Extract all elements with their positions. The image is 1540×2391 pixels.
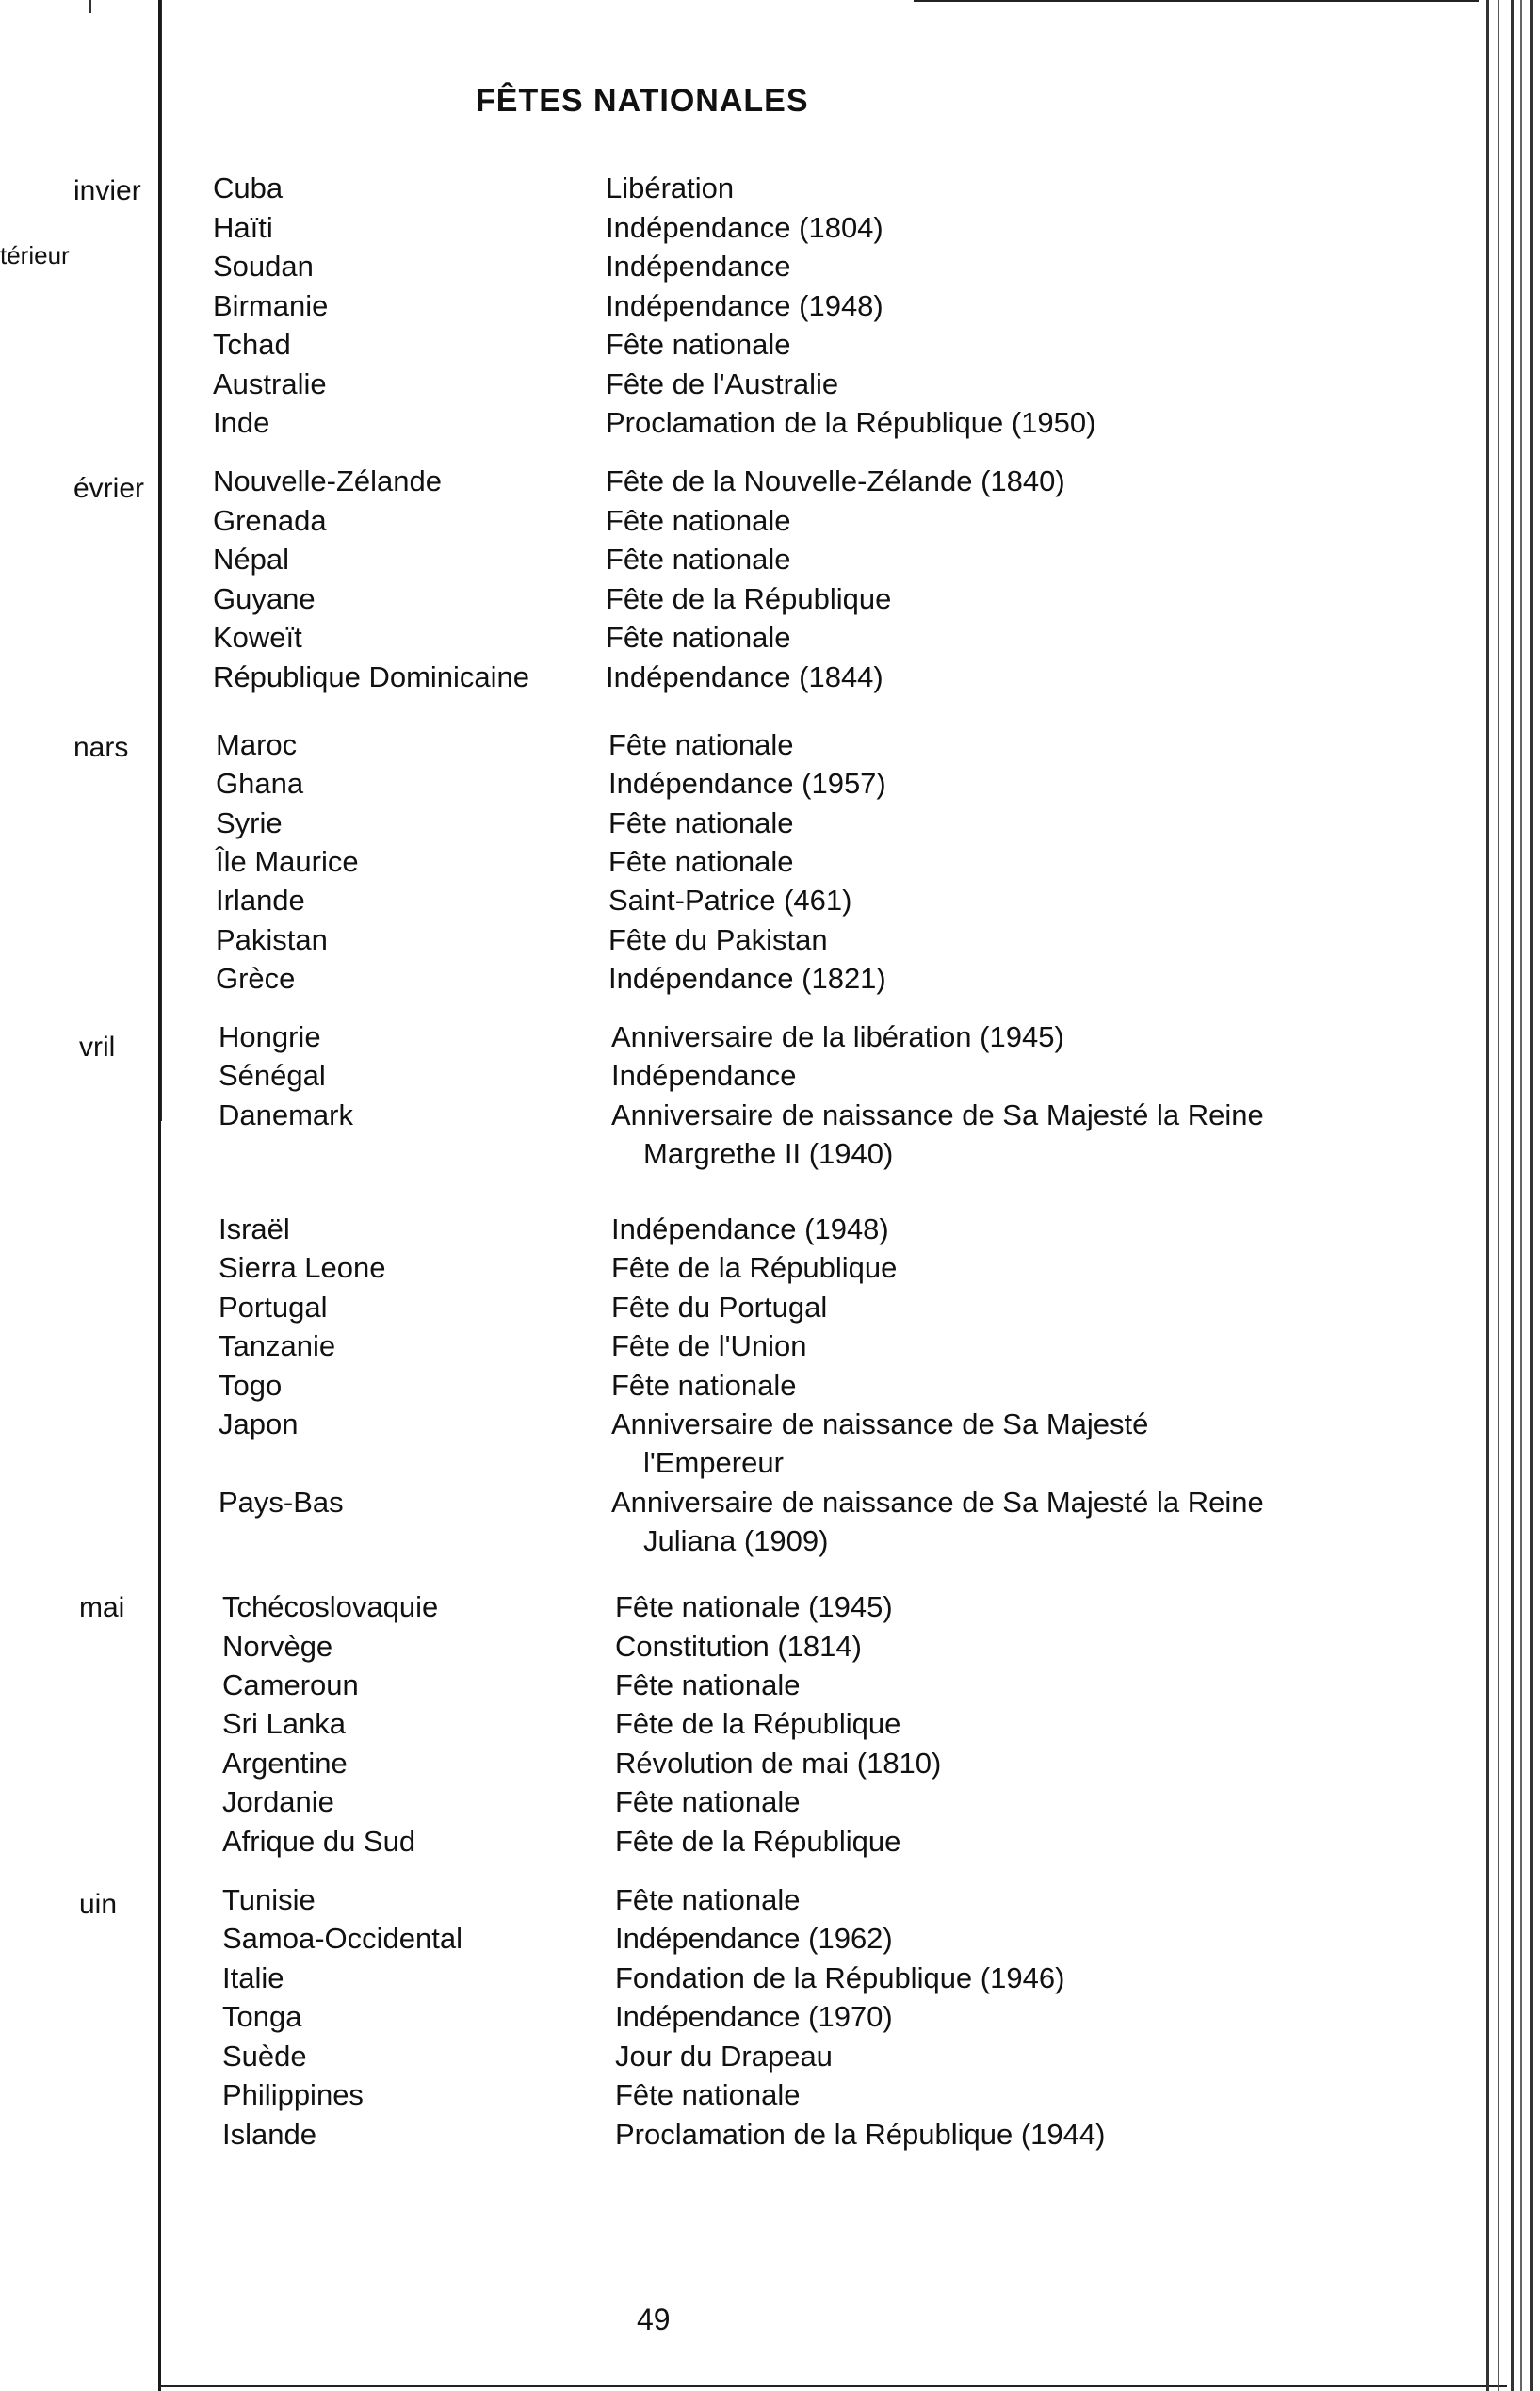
fete-description: Fête nationale [615,1668,801,1701]
country-name: Sri Lanka [222,1707,346,1740]
scan-mark [89,0,91,13]
fete-description: Fête nationale [615,1785,801,1818]
fete-description: Fête de la Nouvelle-Zélande (1840) [606,464,1065,497]
page-edge-shadow [1530,0,1533,2391]
fete-description: Proclamation de la République (1944) [615,2118,1106,2151]
page-number: 49 [637,2302,671,2336]
country-name: Maroc [216,728,298,761]
page-edge-shadow [1520,0,1522,2391]
fete-description: Fête du Pakistan [608,923,828,956]
fete-description: Constitution (1814) [615,1630,862,1663]
fete-description: Indépendance [611,1059,797,1092]
fete-description: Indépendance (1804) [606,211,883,244]
country-name: Tchad [213,328,291,361]
fete-description: Fête du Portugal [611,1291,828,1324]
fete-description: Fête nationale [606,504,791,537]
country-name: Guyane [213,582,316,615]
country-name: Grenada [213,504,327,537]
page-edge-shadow [1498,0,1499,2391]
country-name: Birmanie [213,289,329,322]
fete-description: Fête de l'Union [611,1329,807,1362]
fete-description: Libération [606,171,735,204]
fete-description: Proclamation de la République (1950) [606,406,1096,439]
country-name: République Dominicaine [213,660,530,693]
fete-description: Fête de la République [611,1251,898,1284]
fete-description: Fondation de la République (1946) [615,1961,1065,1994]
gutter-line [158,0,161,2391]
fete-description: Jour du Drapeau [615,2040,833,2073]
country-name: Togo [219,1369,283,1402]
fete-description: Fête nationale (1945) [615,1590,893,1623]
country-name: Nouvelle-Zélande [213,464,442,497]
country-name: Norvège [222,1630,333,1663]
fete-description: Indépendance (1948) [611,1212,889,1245]
country-name: Tonga [222,2000,302,2033]
country-name: Italie [222,1961,284,1994]
country-name: Australie [213,367,327,400]
fete-description: Fête nationale [606,543,791,576]
country-name: Tanzanie [219,1329,336,1362]
fete-description: Fête nationale [606,621,791,654]
country-name: Japon [219,1407,299,1440]
fete-description: Indépendance (1948) [606,289,883,322]
fete-description: Indépendance (1970) [615,2000,893,2033]
page-edge-shadow [1486,0,1489,2391]
country-name: Afrique du Sud [222,1825,416,1858]
fete-description: Indépendance (1821) [608,962,886,995]
country-name: Suède [222,2040,307,2073]
country-name: Israël [219,1212,290,1245]
fete-description: Fête nationale [611,1369,797,1402]
fete-description: Fête nationale [606,328,791,361]
page-edge-shadow [1511,0,1514,2391]
country-name: Népal [213,543,289,576]
fete-description: Saint-Patrice (461) [608,884,852,917]
fete-description: Fête de l'Australie [606,367,839,400]
fete-description: Fête de la République [615,1825,901,1858]
country-name: Inde [213,406,270,439]
country-name: Île Maurice [216,845,359,878]
fete-description: Indépendance (1844) [606,660,883,693]
margin-fragment: térieur [0,241,70,269]
fete-description: Fête nationale [615,2078,801,2111]
country-name: Pakistan [216,923,328,956]
country-name: Grèce [216,962,296,995]
country-name: Sierra Leone [219,1251,386,1284]
fete-description: Anniversaire de naissance de Sa Majesté [611,1407,1149,1440]
country-name: Cuba [213,171,284,204]
country-name: Danemark [219,1098,353,1131]
fete-description: Fête de la République [615,1707,901,1740]
country-name: Syrie [216,806,283,839]
fete-description: Indépendance (1957) [608,767,886,800]
margin-fragment: nars [73,732,129,763]
country-name: Cameroun [222,1668,359,1701]
country-name: Soudan [213,250,314,283]
fete-description: Révolution de mai (1810) [615,1747,942,1780]
fete-description-continued: l'Empereur [643,1446,784,1479]
fete-description-continued: Juliana (1909) [643,1524,829,1557]
fete-description: Anniversaire de naissance de Sa Majesté la Reine [611,1098,1264,1131]
country-name: Pays-Bas [219,1486,344,1519]
country-name: Haïti [213,211,273,244]
country-name: Irlande [216,884,305,917]
fete-description: Fête de la République [606,582,892,615]
country-name: Portugal [219,1291,328,1324]
fete-description: Fête nationale [608,845,794,878]
margin-fragment: vril [79,1032,116,1063]
fete-description: Indépendance (1962) [615,1922,893,1955]
country-name: Philippines [222,2078,364,2111]
fete-description: Fête nationale [608,728,794,761]
country-name: Jordanie [222,1785,334,1818]
country-name: Islande [222,2118,316,2151]
margin-fragment: uin [79,1889,118,1920]
page-title: FÊTES NATIONALES [476,83,809,119]
margin-fragment: évrier [73,473,145,504]
bottom-rule [160,2385,1507,2387]
country-name: Sénégal [219,1059,326,1092]
country-name: Ghana [216,767,304,800]
fete-description: Anniversaire de la libération (1945) [611,1020,1064,1053]
country-name: Koweït [213,621,302,654]
fete-description: Fête nationale [608,806,794,839]
adjacent-page-edge [0,0,162,1121]
margin-fragment: mai [79,1592,125,1623]
fete-description: Fête nationale [615,1883,801,1916]
country-name: Samoa-Occidental [222,1922,463,1955]
top-rule [914,0,1479,2]
margin-fragment: invier [73,175,141,206]
country-name: Hongrie [219,1020,321,1053]
country-name: Tunisie [222,1883,316,1916]
country-name: Tchécoslovaquie [222,1590,439,1623]
fete-description: Anniversaire de naissance de Sa Majesté la Reine [611,1486,1264,1519]
fete-description: Indépendance [606,250,791,283]
fete-description-continued: Margrethe II (1940) [643,1137,894,1170]
country-name: Argentine [222,1747,348,1780]
